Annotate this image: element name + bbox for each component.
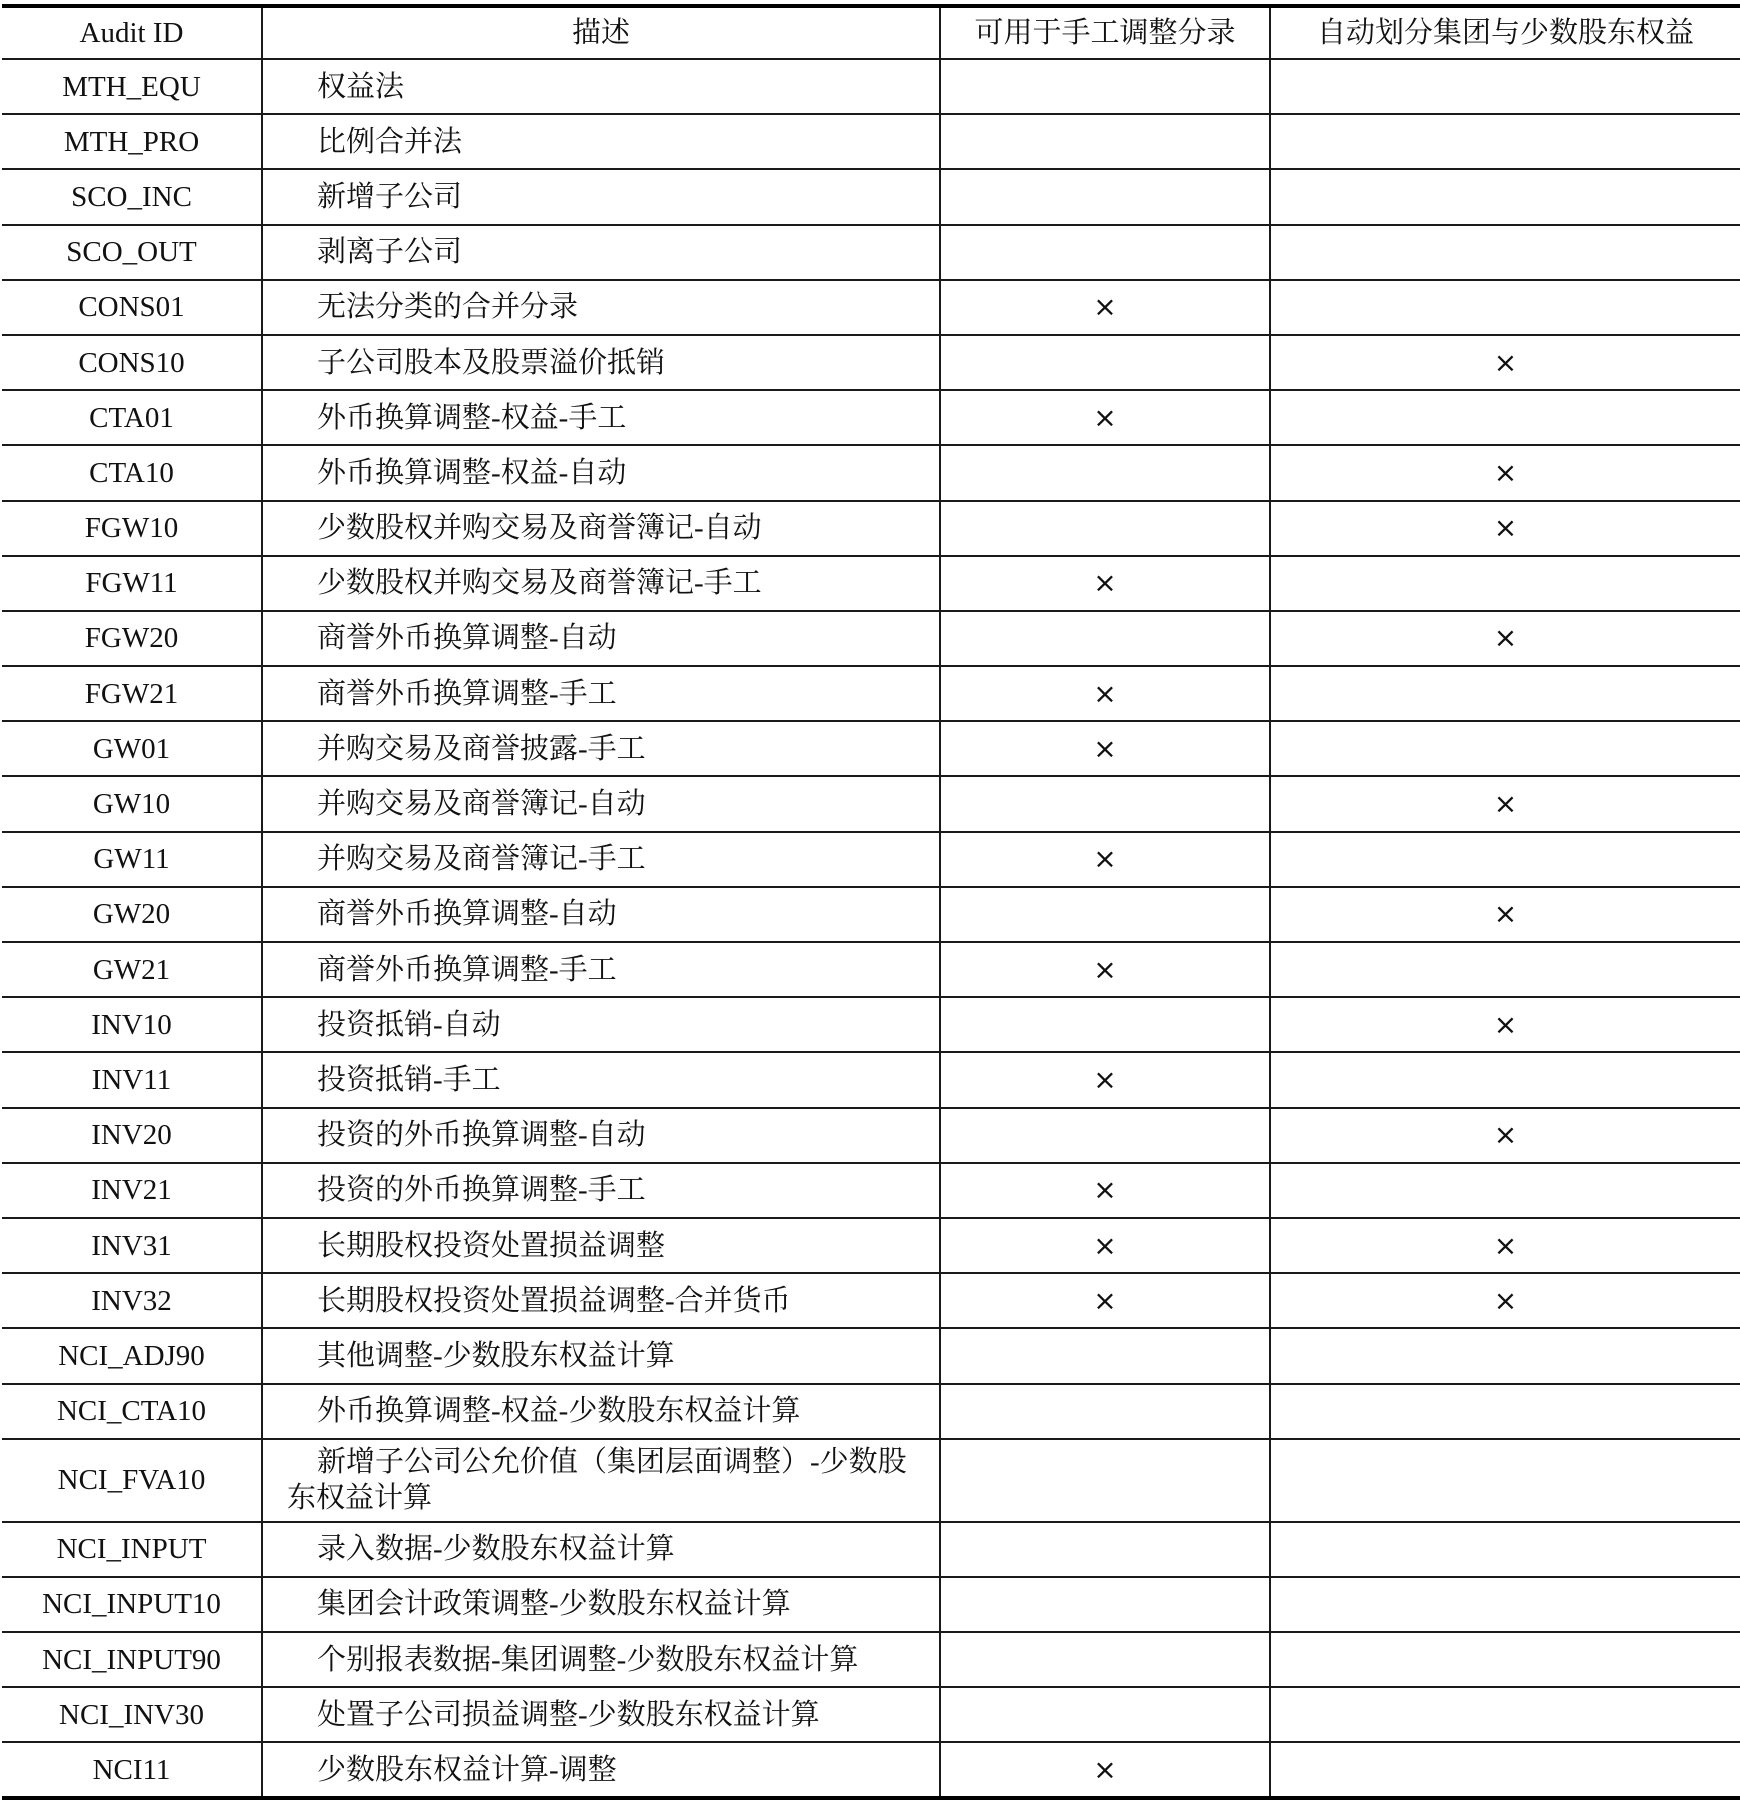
- auto-split-nci-mark: [1270, 390, 1740, 445]
- auto-split-nci-mark: [1270, 1384, 1740, 1439]
- table-row: [2, 1632, 1740, 1687]
- table-row: [2, 225, 1740, 280]
- description-cell: 长期股权投资处置损益调整-合并货币: [262, 1273, 940, 1328]
- manual-adjustment-mark: [940, 1384, 1270, 1439]
- audit-id-cell: SCO_INC: [2, 169, 262, 224]
- table-row: [2, 445, 1740, 500]
- manual-adjustment-mark: [940, 1577, 1270, 1632]
- auto-split-nci-mark: ×: [1270, 335, 1740, 390]
- audit-id-cell: FGW21: [2, 666, 262, 721]
- description-cell: 个别报表数据-集团调整-少数股东权益计算: [262, 1632, 940, 1687]
- audit-id-cell: NCI11: [2, 1742, 262, 1797]
- table-row: [2, 1742, 1740, 1797]
- auto-split-nci-mark: ×: [1270, 997, 1740, 1052]
- table-row: [2, 832, 1740, 887]
- table-row: [2, 1163, 1740, 1218]
- manual-adjustment-mark: [940, 501, 1270, 556]
- manual-adjustment-mark: ×: [940, 1273, 1270, 1328]
- manual-adjustment-mark: ×: [940, 280, 1270, 335]
- manual-adjustment-mark: [940, 169, 1270, 224]
- auto-split-nci-mark: [1270, 169, 1740, 224]
- auto-split-nci-mark: [1270, 556, 1740, 611]
- audit-id-cell: NCI_FVA10: [2, 1439, 262, 1522]
- description-cell: 其他调整-少数股东权益计算: [262, 1328, 940, 1383]
- auto-split-nci-mark: [1270, 114, 1740, 169]
- audit-id-cell: NCI_CTA10: [2, 1384, 262, 1439]
- description-cell: 商誉外币换算调整-手工: [262, 942, 940, 997]
- description-cell: 投资的外币换算调整-自动: [262, 1108, 940, 1163]
- auto-split-nci-mark: ×: [1270, 776, 1740, 831]
- auto-split-nci-mark: [1270, 59, 1740, 114]
- auto-split-nci-mark: [1270, 942, 1740, 997]
- audit-id-cell: GW21: [2, 942, 262, 997]
- description-cell: 商誉外币换算调整-自动: [262, 611, 940, 666]
- description-cell: 新增子公司: [262, 169, 940, 224]
- description-cell: 外币换算调整-权益-少数股东权益计算: [262, 1384, 940, 1439]
- audit-id-cell: GW10: [2, 776, 262, 831]
- description-cell: 剥离子公司: [262, 225, 940, 280]
- auto-split-nci-mark: [1270, 721, 1740, 776]
- table-row: [2, 1439, 1740, 1522]
- table-body: [2, 59, 1740, 1798]
- manual-adjustment-mark: ×: [940, 1052, 1270, 1107]
- description-cell: 权益法: [262, 59, 940, 114]
- audit-id-cell: NCI_ADJ90: [2, 1328, 262, 1383]
- audit-id-cell: CONS01: [2, 280, 262, 335]
- auto-split-nci-mark: ×: [1270, 501, 1740, 556]
- description-cell: 录入数据-少数股东权益计算: [262, 1522, 940, 1577]
- manual-adjustment-mark: [940, 445, 1270, 500]
- description-cell: 投资抵销-手工: [262, 1052, 940, 1107]
- description-cell: 比例合并法: [262, 114, 940, 169]
- auto-split-nci-mark: [1270, 1522, 1740, 1577]
- header-audit-id: Audit ID: [2, 6, 262, 59]
- manual-adjustment-mark: [940, 776, 1270, 831]
- audit-id-cell: GW11: [2, 832, 262, 887]
- auto-split-nci-mark: [1270, 280, 1740, 335]
- table-row: [2, 1687, 1740, 1742]
- description-cell: 商誉外币换算调整-手工: [262, 666, 940, 721]
- manual-adjustment-mark: [940, 1108, 1270, 1163]
- manual-adjustment-mark: ×: [940, 942, 1270, 997]
- audit-id-table-container: [2, 4, 1740, 1800]
- auto-split-nci-mark: [1270, 1742, 1740, 1797]
- manual-adjustment-mark: ×: [940, 390, 1270, 445]
- auto-split-nci-mark: [1270, 666, 1740, 721]
- table-row: [2, 556, 1740, 611]
- table-row: [2, 1328, 1740, 1383]
- description-cell: 并购交易及商誉簿记-自动: [262, 776, 940, 831]
- auto-split-nci-mark: [1270, 1439, 1740, 1522]
- description-cell: 新增子公司公允价值（集团层面调整）-少数股东权益计算: [262, 1439, 940, 1522]
- manual-adjustment-mark: [940, 225, 1270, 280]
- manual-adjustment-mark: [940, 335, 1270, 390]
- audit-id-table: [2, 4, 1740, 1800]
- audit-id-cell: GW01: [2, 721, 262, 776]
- auto-split-nci-mark: ×: [1270, 1218, 1740, 1273]
- manual-adjustment-mark: ×: [940, 832, 1270, 887]
- auto-split-nci-mark: [1270, 1632, 1740, 1687]
- table-row: [2, 169, 1740, 224]
- audit-id-cell: MTH_EQU: [2, 59, 262, 114]
- audit-id-cell: NCI_INPUT10: [2, 1577, 262, 1632]
- description-cell: 外币换算调整-权益-手工: [262, 390, 940, 445]
- table-row: [2, 1052, 1740, 1107]
- description-cell: 子公司股本及股票溢价抵销: [262, 335, 940, 390]
- table-row: [2, 887, 1740, 942]
- table-row: [2, 390, 1740, 445]
- audit-id-cell: CTA01: [2, 390, 262, 445]
- table-row: [2, 1522, 1740, 1577]
- audit-id-cell: NCI_INV30: [2, 1687, 262, 1742]
- auto-split-nci-mark: [1270, 225, 1740, 280]
- description-cell: 少数股权并购交易及商誉簿记-自动: [262, 501, 940, 556]
- table-row: [2, 776, 1740, 831]
- auto-split-nci-mark: ×: [1270, 1108, 1740, 1163]
- table-row: [2, 611, 1740, 666]
- table-row: [2, 1577, 1740, 1632]
- manual-adjustment-mark: [940, 997, 1270, 1052]
- description-cell: 并购交易及商誉披露-手工: [262, 721, 940, 776]
- manual-adjustment-mark: [940, 1522, 1270, 1577]
- auto-split-nci-mark: [1270, 832, 1740, 887]
- header-description: 描述: [262, 6, 940, 59]
- manual-adjustment-mark: ×: [940, 1218, 1270, 1273]
- audit-id-cell: NCI_INPUT: [2, 1522, 262, 1577]
- manual-adjustment-mark: [940, 114, 1270, 169]
- description-cell: 投资的外币换算调整-手工: [262, 1163, 940, 1218]
- manual-adjustment-mark: ×: [940, 556, 1270, 611]
- description-cell: 商誉外币换算调整-自动: [262, 887, 940, 942]
- audit-id-cell: INV32: [2, 1273, 262, 1328]
- description-cell: 并购交易及商誉簿记-手工: [262, 832, 940, 887]
- auto-split-nci-mark: ×: [1270, 611, 1740, 666]
- description-cell: 投资抵销-自动: [262, 997, 940, 1052]
- table-row: [2, 997, 1740, 1052]
- audit-id-cell: INV20: [2, 1108, 262, 1163]
- audit-id-cell: CTA10: [2, 445, 262, 500]
- table-row: [2, 501, 1740, 556]
- audit-id-cell: FGW20: [2, 611, 262, 666]
- audit-id-cell: MTH_PRO: [2, 114, 262, 169]
- table-row: [2, 59, 1740, 114]
- audit-id-cell: NCI_INPUT90: [2, 1632, 262, 1687]
- description-cell: 无法分类的合并分录: [262, 280, 940, 335]
- audit-id-cell: FGW10: [2, 501, 262, 556]
- audit-id-cell: FGW11: [2, 556, 262, 611]
- audit-id-cell: CONS10: [2, 335, 262, 390]
- manual-adjustment-mark: [940, 1439, 1270, 1522]
- audit-id-cell: SCO_OUT: [2, 225, 262, 280]
- header-auto-split-nci: 自动划分集团与少数股东权益: [1270, 6, 1740, 59]
- auto-split-nci-mark: ×: [1270, 1273, 1740, 1328]
- audit-id-cell: INV10: [2, 997, 262, 1052]
- table-row: [2, 1218, 1740, 1273]
- auto-split-nci-mark: [1270, 1052, 1740, 1107]
- manual-adjustment-mark: ×: [940, 1742, 1270, 1797]
- manual-adjustment-mark: ×: [940, 1163, 1270, 1218]
- table-row: [2, 1273, 1740, 1328]
- description-cell: 外币换算调整-权益-自动: [262, 445, 940, 500]
- table-row: [2, 721, 1740, 776]
- header-manual-adjustment: 可用于手工调整分录: [940, 6, 1270, 59]
- table-row: [2, 1384, 1740, 1439]
- auto-split-nci-mark: [1270, 1687, 1740, 1742]
- auto-split-nci-mark: ×: [1270, 887, 1740, 942]
- description-cell: 少数股东权益计算-调整: [262, 1742, 940, 1797]
- table-header-row: [2, 6, 1740, 59]
- auto-split-nci-mark: ×: [1270, 445, 1740, 500]
- table-row: [2, 942, 1740, 997]
- table-row: [2, 1108, 1740, 1163]
- audit-id-cell: GW20: [2, 887, 262, 942]
- auto-split-nci-mark: [1270, 1577, 1740, 1632]
- audit-id-cell: INV31: [2, 1218, 262, 1273]
- auto-split-nci-mark: [1270, 1163, 1740, 1218]
- audit-id-cell: INV21: [2, 1163, 262, 1218]
- table-row: [2, 666, 1740, 721]
- manual-adjustment-mark: [940, 1632, 1270, 1687]
- manual-adjustment-mark: [940, 611, 1270, 666]
- manual-adjustment-mark: ×: [940, 721, 1270, 776]
- description-cell: 长期股权投资处置损益调整: [262, 1218, 940, 1273]
- manual-adjustment-mark: [940, 1328, 1270, 1383]
- table-row: [2, 280, 1740, 335]
- audit-id-cell: INV11: [2, 1052, 262, 1107]
- table-row: [2, 114, 1740, 169]
- manual-adjustment-mark: [940, 59, 1270, 114]
- manual-adjustment-mark: [940, 887, 1270, 942]
- description-cell: 处置子公司损益调整-少数股东权益计算: [262, 1687, 940, 1742]
- manual-adjustment-mark: [940, 1687, 1270, 1742]
- description-cell: 集团会计政策调整-少数股东权益计算: [262, 1577, 940, 1632]
- description-cell: 少数股权并购交易及商誉簿记-手工: [262, 556, 940, 611]
- table-row: [2, 335, 1740, 390]
- auto-split-nci-mark: [1270, 1328, 1740, 1383]
- manual-adjustment-mark: ×: [940, 666, 1270, 721]
